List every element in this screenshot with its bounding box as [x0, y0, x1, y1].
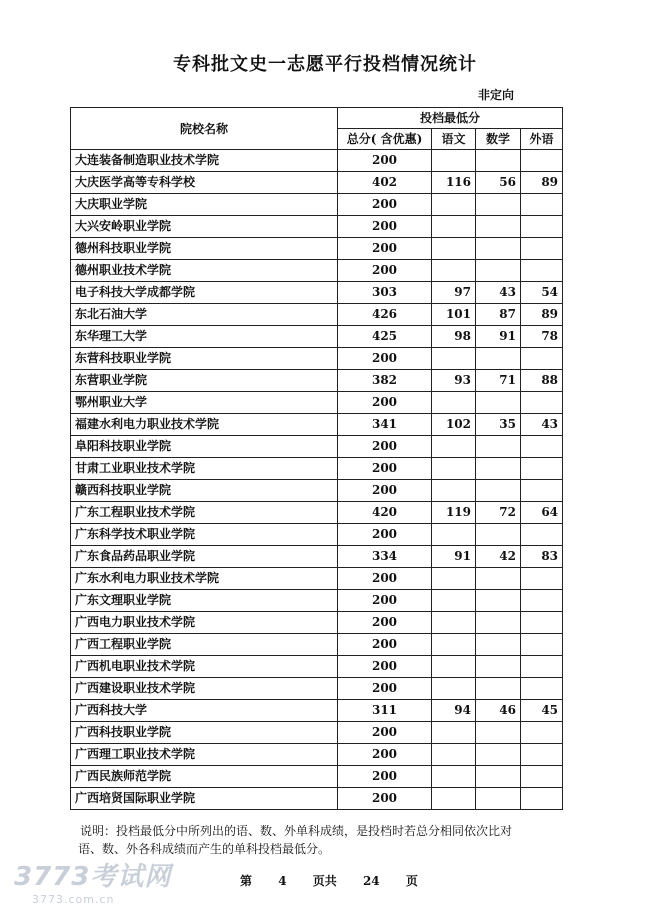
score-table-header: [71, 108, 563, 150]
chinese-score-cell: 102: [432, 414, 476, 436]
total-score-cell: 200: [338, 194, 432, 216]
chinese-score-cell: [432, 348, 476, 370]
chinese-score-cell: 93: [432, 370, 476, 392]
foreign-score-cell: [521, 194, 563, 216]
total-score-cell: 334: [338, 546, 432, 568]
math-score-cell: 46: [476, 700, 521, 722]
total-score-cell: 200: [338, 458, 432, 480]
watermark-logo: [14, 856, 184, 904]
math-score-cell: [476, 238, 521, 260]
footer-mid-label: 页共: [312, 874, 337, 888]
school-name-cell: 大兴安岭职业学院: [71, 216, 338, 238]
foreign-score-cell: 83: [521, 546, 563, 568]
chinese-score-cell: 97: [432, 282, 476, 304]
chinese-score-cell: 116: [432, 172, 476, 194]
foreign-score-cell: 54: [521, 282, 563, 304]
footer-page-number: 4: [278, 874, 287, 888]
math-score-cell: [476, 612, 521, 634]
foreign-score-cell: [521, 678, 563, 700]
math-score-cell: [476, 744, 521, 766]
table-row: [71, 304, 563, 326]
chinese-score-cell: [432, 150, 476, 172]
total-score-cell: 200: [338, 260, 432, 282]
total-score-cell: 200: [338, 238, 432, 260]
foreign-score-cell: [521, 216, 563, 238]
table-row: [71, 414, 563, 436]
footer-page-label: 第: [240, 874, 253, 888]
chinese-score-cell: [432, 436, 476, 458]
table-row: [71, 260, 563, 282]
foreign-score-cell: [521, 392, 563, 414]
note-line-2: 语、数、外各科成绩而产生的单科投档最低分。: [78, 842, 331, 856]
math-score-cell: 91: [476, 326, 521, 348]
chinese-score-cell: [432, 392, 476, 414]
math-score-cell: 56: [476, 172, 521, 194]
math-score-cell: [476, 634, 521, 656]
foreign-score-cell: [521, 238, 563, 260]
school-name-cell: 广东文理职业学院: [71, 590, 338, 612]
header-total: 总分( 含优惠): [338, 129, 432, 150]
chinese-score-cell: [432, 634, 476, 656]
school-name-cell: 赣西科技职业学院: [71, 480, 338, 502]
chinese-score-cell: [432, 260, 476, 282]
foreign-score-cell: [521, 436, 563, 458]
school-name-cell: 广西机电职业技术学院: [71, 656, 338, 678]
math-score-cell: [476, 656, 521, 678]
total-score-cell: 200: [338, 568, 432, 590]
school-name-cell: 德州科技职业学院: [71, 238, 338, 260]
table-row: [71, 634, 563, 656]
table-row: [71, 480, 563, 502]
school-name-cell: 广东科学技术职业学院: [71, 524, 338, 546]
total-score-cell: 200: [338, 788, 432, 810]
total-score-cell: 200: [338, 678, 432, 700]
table-row: [71, 282, 563, 304]
school-name-cell: 大连装备制造职业技术学院: [71, 150, 338, 172]
chinese-score-cell: [432, 590, 476, 612]
score-table-body: [71, 150, 563, 810]
chinese-score-cell: [432, 238, 476, 260]
foreign-score-cell: [521, 612, 563, 634]
school-name-cell: 广西理工职业技术学院: [71, 744, 338, 766]
school-name-cell: 大庆医学高等专科学校: [71, 172, 338, 194]
table-row: [71, 678, 563, 700]
foreign-score-cell: [521, 656, 563, 678]
table-row: [71, 150, 563, 172]
chinese-score-cell: [432, 656, 476, 678]
math-score-cell: 43: [476, 282, 521, 304]
school-name-cell: 德州职业技术学院: [71, 260, 338, 282]
footer-total-pages: 24: [362, 874, 380, 888]
total-score-cell: 200: [338, 524, 432, 546]
total-score-cell: 420: [338, 502, 432, 524]
header-math: 数学: [476, 129, 521, 150]
foreign-score-cell: [521, 590, 563, 612]
school-name-cell: 东华理工大学: [71, 326, 338, 348]
table-row: [71, 348, 563, 370]
foreign-score-cell: 88: [521, 370, 563, 392]
math-score-cell: [476, 392, 521, 414]
chinese-score-cell: [432, 568, 476, 590]
total-score-cell: 200: [338, 590, 432, 612]
score-table: [70, 107, 563, 810]
foreign-score-cell: 89: [521, 172, 563, 194]
total-score-cell: 200: [338, 348, 432, 370]
chinese-score-cell: [432, 480, 476, 502]
chinese-score-cell: [432, 612, 476, 634]
table-row: [71, 766, 563, 788]
note-line-1: 说明：投档最低分中所列出的语、数、外单科成绩，是投档时若总分相同依次比对: [80, 824, 513, 838]
chinese-score-cell: [432, 788, 476, 810]
foreign-score-cell: [521, 788, 563, 810]
table-row: [71, 194, 563, 216]
math-score-cell: [476, 260, 521, 282]
chinese-score-cell: 119: [432, 502, 476, 524]
foreign-score-cell: [521, 722, 563, 744]
math-score-cell: [476, 524, 521, 546]
total-score-cell: 200: [338, 612, 432, 634]
header-school-name: 院校名称: [71, 108, 338, 150]
total-score-cell: 200: [338, 656, 432, 678]
school-name-cell: 广东食品药品职业学院: [71, 546, 338, 568]
total-score-cell: 200: [338, 436, 432, 458]
table-row: [71, 172, 563, 194]
table-row: [71, 458, 563, 480]
total-score-cell: 303: [338, 282, 432, 304]
table-row: [71, 436, 563, 458]
total-score-cell: 426: [338, 304, 432, 326]
header-chinese: 语文: [432, 129, 476, 150]
math-score-cell: [476, 788, 521, 810]
foreign-score-cell: [521, 150, 563, 172]
school-name-cell: 甘肃工业职业技术学院: [71, 458, 338, 480]
foreign-score-cell: [521, 524, 563, 546]
total-score-cell: 341: [338, 414, 432, 436]
foreign-score-cell: [521, 348, 563, 370]
math-score-cell: [476, 150, 521, 172]
table-row: [71, 238, 563, 260]
chinese-score-cell: 101: [432, 304, 476, 326]
total-score-cell: 200: [338, 634, 432, 656]
foreign-score-cell: [521, 766, 563, 788]
school-name-cell: 广西培贤国际职业学院: [71, 788, 338, 810]
math-score-cell: [476, 766, 521, 788]
chinese-score-cell: [432, 766, 476, 788]
table-row: [71, 370, 563, 392]
subtitle-non-directional: 非定向: [478, 88, 515, 102]
school-name-cell: 阜阳科技职业学院: [71, 436, 338, 458]
total-score-cell: 200: [338, 150, 432, 172]
school-name-cell: 大庆职业学院: [71, 194, 338, 216]
table-row: [71, 744, 563, 766]
school-name-cell: 广东工程职业技术学院: [71, 502, 338, 524]
total-score-cell: 200: [338, 216, 432, 238]
total-score-cell: 425: [338, 326, 432, 348]
chinese-score-cell: [432, 722, 476, 744]
school-name-cell: 广西建设职业技术学院: [71, 678, 338, 700]
table-row: [71, 788, 563, 810]
math-score-cell: [476, 348, 521, 370]
table-row: [71, 502, 563, 524]
chinese-score-cell: [432, 194, 476, 216]
table-row: [71, 590, 563, 612]
table-row: [71, 392, 563, 414]
math-score-cell: [476, 480, 521, 502]
explanation-note: [80, 822, 580, 858]
math-score-cell: [476, 678, 521, 700]
table-row: [71, 568, 563, 590]
header-min-score-group: 投档最低分: [338, 108, 563, 129]
math-score-cell: 72: [476, 502, 521, 524]
school-name-cell: 福建水利电力职业技术学院: [71, 414, 338, 436]
total-score-cell: 200: [338, 480, 432, 502]
foreign-score-cell: 89: [521, 304, 563, 326]
foreign-score-cell: [521, 480, 563, 502]
chinese-score-cell: [432, 678, 476, 700]
foreign-score-cell: [521, 568, 563, 590]
school-name-cell: 东北石油大学: [71, 304, 338, 326]
total-score-cell: 200: [338, 744, 432, 766]
foreign-score-cell: [521, 458, 563, 480]
school-name-cell: 东营职业学院: [71, 370, 338, 392]
math-score-cell: 71: [476, 370, 521, 392]
total-score-cell: 311: [338, 700, 432, 722]
table-row: [71, 216, 563, 238]
foreign-score-cell: 45: [521, 700, 563, 722]
school-name-cell: 鄂州职业大学: [71, 392, 338, 414]
school-name-cell: 广西科技大学: [71, 700, 338, 722]
total-score-cell: 200: [338, 392, 432, 414]
page-footer: [240, 872, 434, 889]
foreign-score-cell: 78: [521, 326, 563, 348]
table-row: [71, 722, 563, 744]
foreign-score-cell: [521, 744, 563, 766]
math-score-cell: [476, 436, 521, 458]
chinese-score-cell: 98: [432, 326, 476, 348]
watermark-url-text: 3773.com.cn: [32, 893, 115, 906]
page-title: 专科批文史一志愿平行投档情况统计: [173, 54, 477, 75]
total-score-cell: 382: [338, 370, 432, 392]
chinese-score-cell: [432, 744, 476, 766]
school-name-cell: 广东水利电力职业技术学院: [71, 568, 338, 590]
footer-end-label: 页: [405, 874, 418, 888]
school-name-cell: 广西工程职业学院: [71, 634, 338, 656]
math-score-cell: 87: [476, 304, 521, 326]
foreign-score-cell: 64: [521, 502, 563, 524]
watermark-main-text: 3773考试网: [14, 862, 172, 892]
math-score-cell: [476, 590, 521, 612]
school-name-cell: 东营科技职业学院: [71, 348, 338, 370]
school-name-cell: 广西民族师范学院: [71, 766, 338, 788]
math-score-cell: 35: [476, 414, 521, 436]
school-name-cell: 广西科技职业学院: [71, 722, 338, 744]
table-row: [71, 656, 563, 678]
math-score-cell: [476, 722, 521, 744]
chinese-score-cell: [432, 458, 476, 480]
math-score-cell: [476, 458, 521, 480]
math-score-cell: 42: [476, 546, 521, 568]
foreign-score-cell: [521, 634, 563, 656]
total-score-cell: 402: [338, 172, 432, 194]
school-name-cell: 电子科技大学成都学院: [71, 282, 338, 304]
chinese-score-cell: [432, 524, 476, 546]
table-row: [71, 524, 563, 546]
school-name-cell: 广西电力职业技术学院: [71, 612, 338, 634]
chinese-score-cell: 91: [432, 546, 476, 568]
table-row: [71, 546, 563, 568]
math-score-cell: [476, 194, 521, 216]
total-score-cell: 200: [338, 766, 432, 788]
chinese-score-cell: 94: [432, 700, 476, 722]
total-score-cell: 200: [338, 722, 432, 744]
table-row: [71, 612, 563, 634]
foreign-score-cell: 43: [521, 414, 563, 436]
table-row: [71, 700, 563, 722]
header-foreign: 外语: [521, 129, 563, 150]
foreign-score-cell: [521, 260, 563, 282]
math-score-cell: [476, 568, 521, 590]
table-row: [71, 326, 563, 348]
math-score-cell: [476, 216, 521, 238]
chinese-score-cell: [432, 216, 476, 238]
